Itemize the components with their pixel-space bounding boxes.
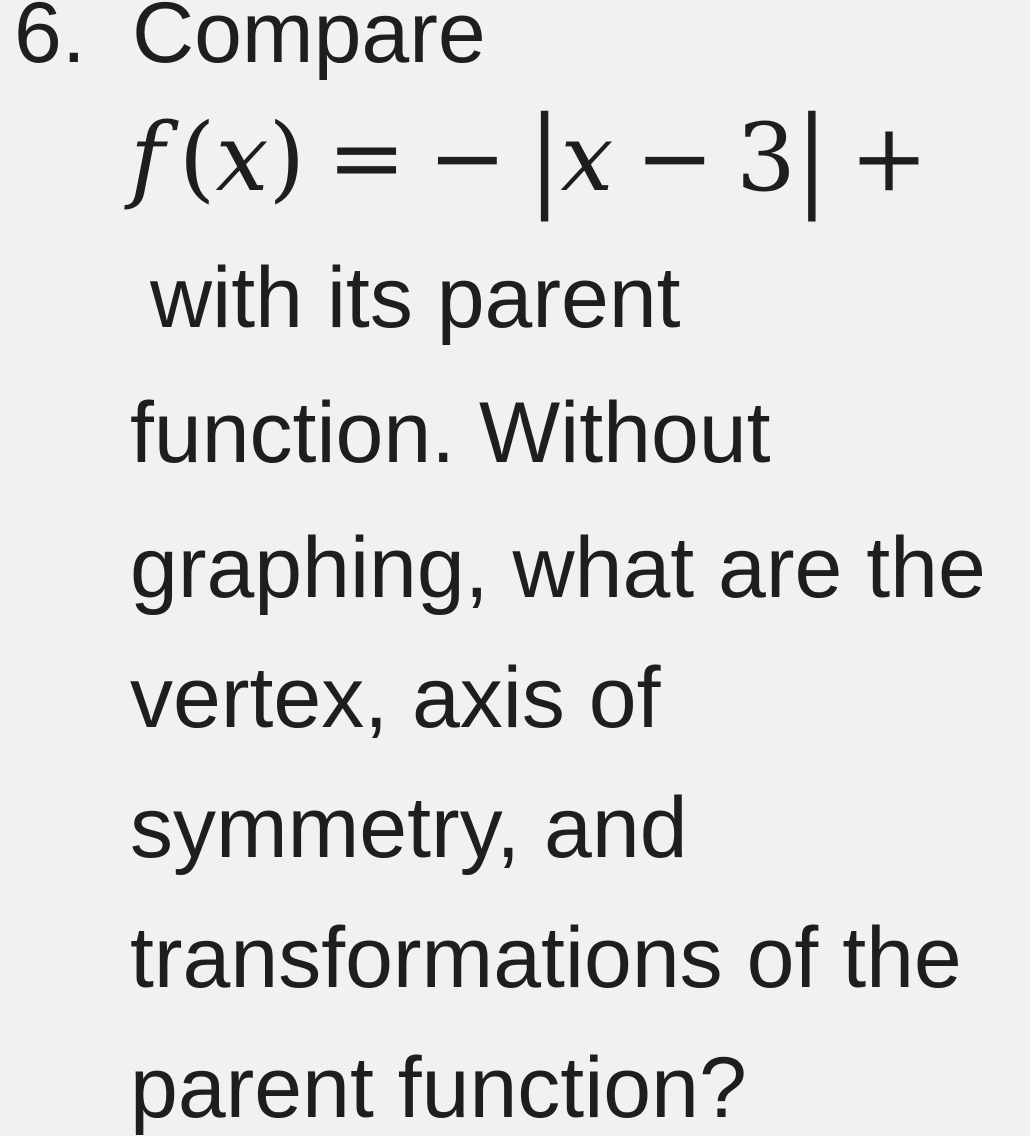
formula-abs-open: | <box>528 94 561 223</box>
formula-plus: + <box>849 104 929 213</box>
question-text-line-2: function. Without <box>130 385 771 481</box>
question-text-line-5: symmetry, and <box>130 780 688 876</box>
formula-minus: − <box>427 104 507 213</box>
formula-abs-close: | <box>795 94 828 223</box>
formula-function-name: f <box>130 104 165 213</box>
formula-close-paren: ) <box>268 104 306 213</box>
question-number: 6. <box>14 0 86 81</box>
question-text-line-6: transformations of the <box>130 910 962 1006</box>
formula <box>130 94 929 223</box>
question-text-line-7: parent function? <box>130 1040 747 1136</box>
formula-open-paren: ( <box>178 104 216 213</box>
question-text-line-1: with its parent <box>150 250 681 346</box>
formula-equals: = <box>327 104 406 213</box>
formula-variable: x <box>215 104 269 213</box>
formula-inner-variable: x <box>560 104 614 213</box>
question-heading: Compare <box>132 0 486 81</box>
question-text-line-4: vertex, axis of <box>130 650 661 746</box>
formula-inner-minus: − <box>635 104 715 213</box>
question-text-line-3: graphing, what are the <box>130 520 986 616</box>
formula-inner-number: 3 <box>736 104 796 213</box>
